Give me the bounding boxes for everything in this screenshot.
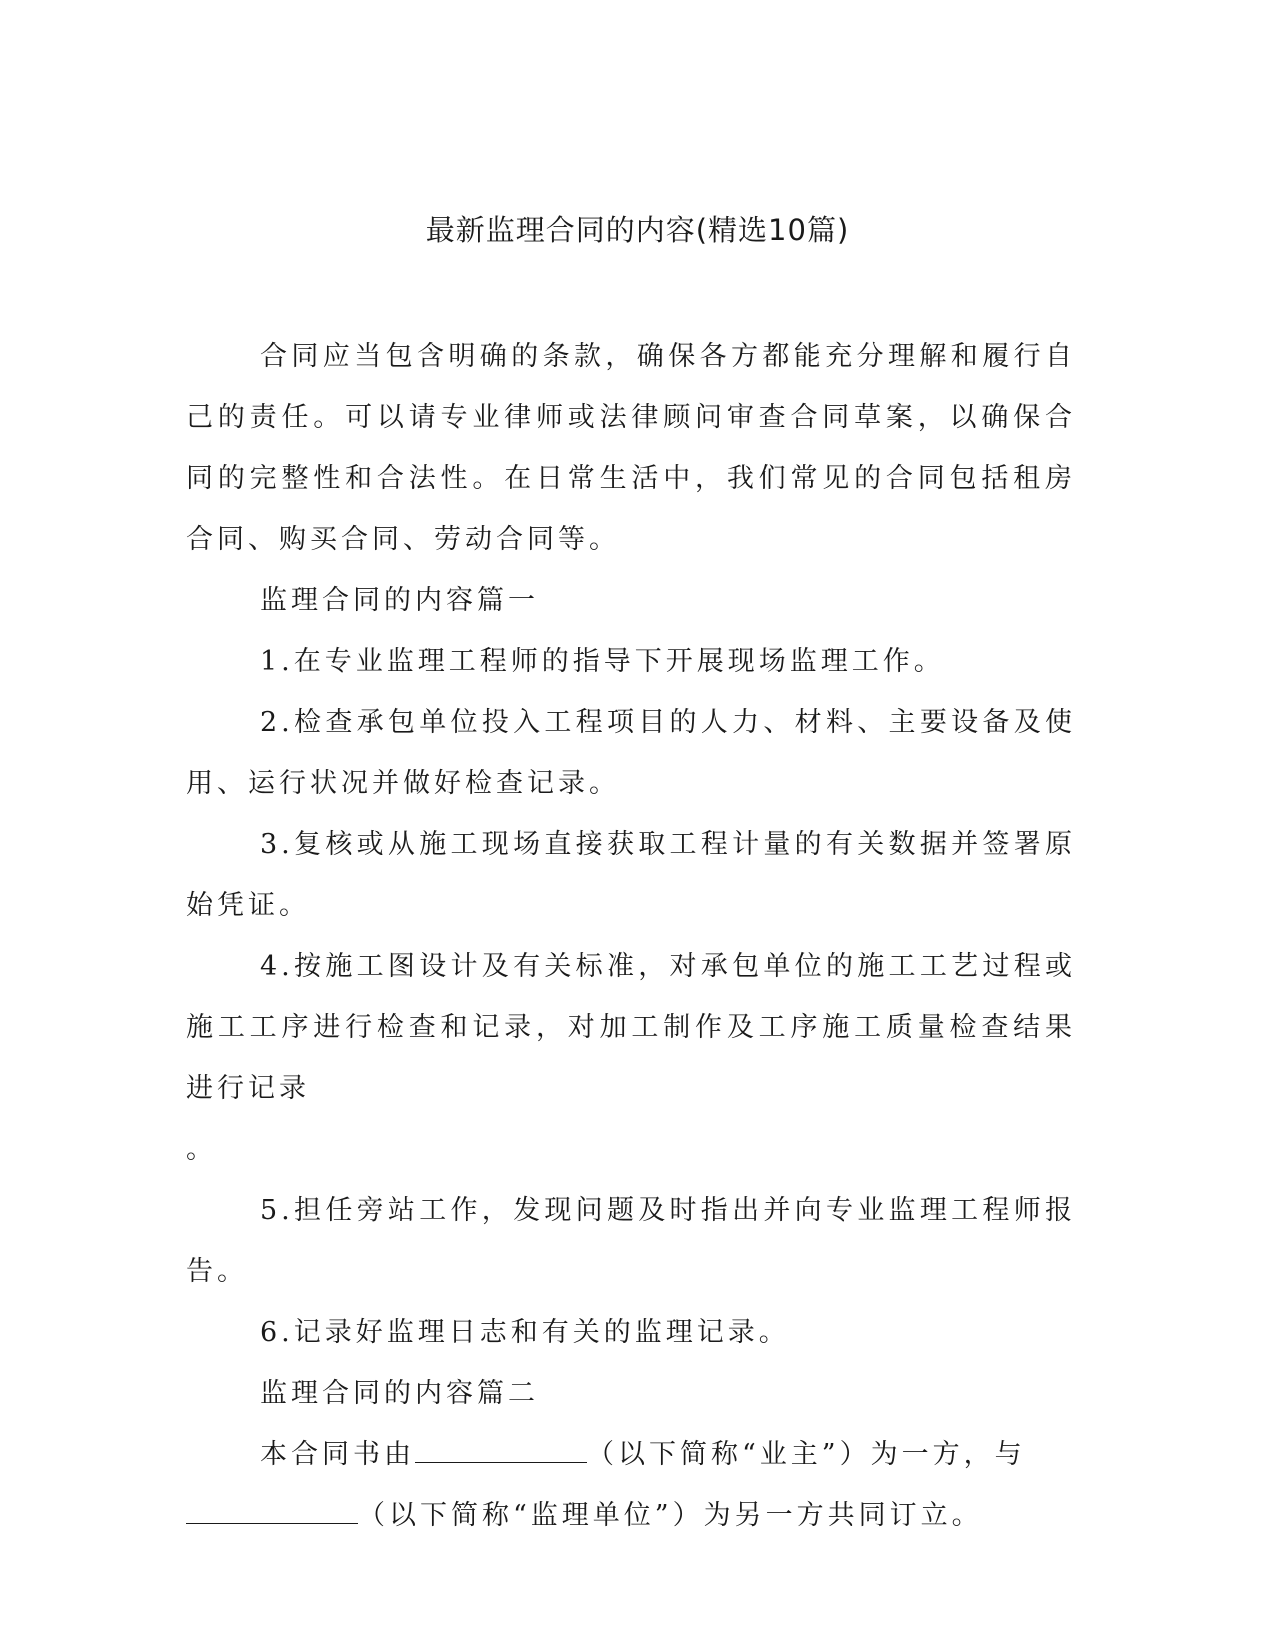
contract-line-1-prefix: 本合同书由 [260, 1439, 415, 1470]
list-item-3: 3.复核或从施工现场直接获取工程计量的有关数据并签署原始凭证。 [186, 829, 1076, 921]
contract-line-1-suffix: （以下简称“业主”）为一方，与 [587, 1439, 1026, 1470]
intro-paragraph: 合同应当包含明确的条款，确保各方都能充分理解和履行自己的责任。可以请专业律师或法律顾问审查合同草案，以确保合同的完整性和合法性。在日常生活中，我们常见的合同包括租房合同、购买合同、劳动合同等。 [186, 341, 1076, 555]
list-item-4: 4.按施工图设计及有关标准，对承包单位的施工工艺过程或施工工序进行检查和记录，对加工制作及工序施工质量检查结果进行记录 [186, 951, 1076, 1104]
list-item-6: 6.记录好监理日志和有关的监理记录。 [260, 1317, 790, 1348]
supervisor-name-blank [186, 1497, 358, 1524]
list-item-4-tail: 。 [186, 1134, 217, 1165]
list-item-1: 1.在专业监理工程师的指导下开展现场监理工作。 [260, 646, 945, 677]
list-item-5: 5.担任旁站工作，发现问题及时指出并向专业监理工程师报告。 [186, 1195, 1076, 1287]
contract-line-2 [186, 1485, 1076, 1546]
owner-name-blank [415, 1436, 587, 1463]
contract-line-2-suffix: （以下简称“监理单位”）为另一方共同订立。 [358, 1500, 983, 1531]
document-body [186, 326, 1076, 1546]
section-heading-2: 监理合同的内容篇二 [260, 1378, 539, 1409]
section-heading-1: 监理合同的内容篇一 [260, 585, 539, 616]
contract-line-1 [186, 1424, 1076, 1485]
document-title: 最新监理合同的内容(精选10篇) [425, 213, 850, 247]
list-item-2: 2.检查承包单位投入工程项目的人力、材料、主要设备及使用、运行状况并做好检查记录。 [186, 707, 1076, 799]
